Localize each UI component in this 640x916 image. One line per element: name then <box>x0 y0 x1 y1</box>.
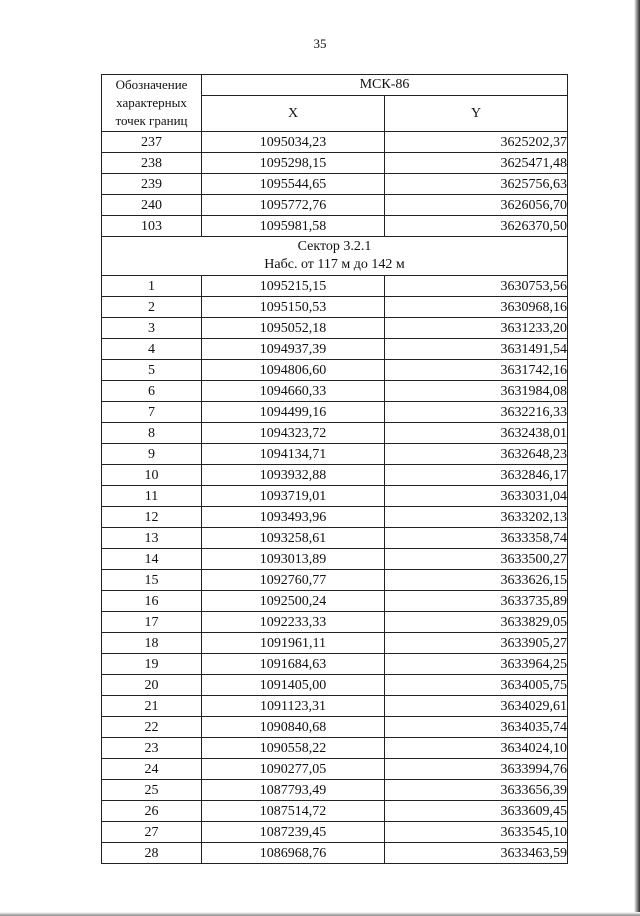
table-row <box>102 444 568 465</box>
y-coordinate-cell: 3633829,05 <box>385 612 568 633</box>
point-number-cell: 17 <box>102 612 202 633</box>
coordinate-system-header: МСК-86 <box>202 75 568 96</box>
point-number-cell: 6 <box>102 381 202 402</box>
x-coordinate-cell: 1093013,89 <box>202 549 385 570</box>
table-row <box>102 717 568 738</box>
point-number-cell: 14 <box>102 549 202 570</box>
x-coordinate-cell: 1092233,33 <box>202 612 385 633</box>
point-designation-header <box>102 75 202 132</box>
point-number-cell: 10 <box>102 465 202 486</box>
x-coordinate-cell: 1095034,23 <box>202 132 385 153</box>
x-coordinate-cell: 1086968,76 <box>202 843 385 864</box>
table-row <box>102 675 568 696</box>
table-row <box>102 216 568 237</box>
x-coordinate-cell: 1095981,58 <box>202 216 385 237</box>
y-coordinate-cell: 3630968,16 <box>385 297 568 318</box>
y-coordinate-cell: 3631742,16 <box>385 360 568 381</box>
x-coordinate-cell: 1094134,71 <box>202 444 385 465</box>
table-row <box>102 570 568 591</box>
y-column-header: Y <box>385 96 568 132</box>
point-number-cell: 7 <box>102 402 202 423</box>
x-coordinate-cell: 1087239,45 <box>202 822 385 843</box>
point-number-cell: 20 <box>102 675 202 696</box>
point-number-cell: 18 <box>102 633 202 654</box>
x-coordinate-cell: 1091684,63 <box>202 654 385 675</box>
table-row <box>102 759 568 780</box>
table-row <box>102 801 568 822</box>
point-number-cell: 16 <box>102 591 202 612</box>
table-row <box>102 654 568 675</box>
table-row <box>102 402 568 423</box>
x-coordinate-cell: 1093493,96 <box>202 507 385 528</box>
y-coordinate-cell: 3634024,10 <box>385 738 568 759</box>
table-row <box>102 486 568 507</box>
header-line: Обозначение <box>115 77 188 92</box>
table-row <box>102 738 568 759</box>
y-coordinate-cell: 3625202,37 <box>385 132 568 153</box>
y-coordinate-cell: 3633656,39 <box>385 780 568 801</box>
x-coordinate-cell: 1095215,15 <box>202 276 385 297</box>
y-coordinate-cell: 3626056,70 <box>385 195 568 216</box>
y-coordinate-cell: 3633031,04 <box>385 486 568 507</box>
point-number-cell: 11 <box>102 486 202 507</box>
x-column-header: X <box>202 96 385 132</box>
y-coordinate-cell: 3633626,15 <box>385 570 568 591</box>
y-coordinate-cell: 3633609,45 <box>385 801 568 822</box>
y-coordinate-cell: 3631984,08 <box>385 381 568 402</box>
y-coordinate-cell: 3626370,50 <box>385 216 568 237</box>
x-coordinate-cell: 1087514,72 <box>202 801 385 822</box>
y-coordinate-cell: 3632216,33 <box>385 402 568 423</box>
y-coordinate-cell: 3634005,75 <box>385 675 568 696</box>
point-number-cell: 9 <box>102 444 202 465</box>
x-coordinate-cell: 1094660,33 <box>202 381 385 402</box>
sector-caption <box>102 237 568 276</box>
table-row <box>102 381 568 402</box>
table-row <box>102 843 568 864</box>
table-row <box>102 360 568 381</box>
point-number-cell: 103 <box>102 216 202 237</box>
table-row <box>102 633 568 654</box>
y-coordinate-cell: 3633905,27 <box>385 633 568 654</box>
x-coordinate-cell: 1094323,72 <box>202 423 385 444</box>
table-row <box>102 339 568 360</box>
point-number-cell: 15 <box>102 570 202 591</box>
table-row <box>102 465 568 486</box>
x-coordinate-cell: 1090840,68 <box>202 717 385 738</box>
page-edge-shadow-bottom <box>0 912 640 916</box>
y-coordinate-cell: 3633545,10 <box>385 822 568 843</box>
table-row <box>102 822 568 843</box>
table-row <box>102 276 568 297</box>
point-number-cell: 1 <box>102 276 202 297</box>
x-coordinate-cell: 1095298,15 <box>202 153 385 174</box>
y-coordinate-cell: 3632648,23 <box>385 444 568 465</box>
table-row <box>102 195 568 216</box>
x-coordinate-cell: 1091961,11 <box>202 633 385 654</box>
y-coordinate-cell: 3631491,54 <box>385 339 568 360</box>
y-coordinate-cell: 3633358,74 <box>385 528 568 549</box>
point-number-cell: 27 <box>102 822 202 843</box>
x-coordinate-cell: 1095150,53 <box>202 297 385 318</box>
y-coordinate-cell: 3634029,61 <box>385 696 568 717</box>
y-coordinate-cell: 3625471,48 <box>385 153 568 174</box>
point-number-cell: 25 <box>102 780 202 801</box>
point-number-cell: 238 <box>102 153 202 174</box>
point-number-cell: 237 <box>102 132 202 153</box>
point-number-cell: 3 <box>102 318 202 339</box>
x-coordinate-cell: 1093719,01 <box>202 486 385 507</box>
point-number-cell: 21 <box>102 696 202 717</box>
table-row <box>102 591 568 612</box>
coordinates-table <box>101 74 568 864</box>
point-number-cell: 8 <box>102 423 202 444</box>
table-row <box>102 318 568 339</box>
table-row <box>102 780 568 801</box>
point-number-cell: 240 <box>102 195 202 216</box>
sector-subtitle: Набс. от 117 м до 142 м <box>264 257 405 272</box>
x-coordinate-cell: 1087793,49 <box>202 780 385 801</box>
x-coordinate-cell: 1095772,76 <box>202 195 385 216</box>
point-number-cell: 13 <box>102 528 202 549</box>
y-coordinate-cell: 3631233,20 <box>385 318 568 339</box>
x-coordinate-cell: 1093258,61 <box>202 528 385 549</box>
rows-sector <box>102 276 568 864</box>
sector-row <box>102 237 568 276</box>
x-coordinate-cell: 1091123,31 <box>202 696 385 717</box>
point-number-cell: 239 <box>102 174 202 195</box>
y-coordinate-cell: 3630753,56 <box>385 276 568 297</box>
table-row <box>102 153 568 174</box>
page-edge-shadow <box>634 0 640 916</box>
table-row <box>102 297 568 318</box>
point-number-cell: 26 <box>102 801 202 822</box>
point-number-cell: 22 <box>102 717 202 738</box>
y-coordinate-cell: 3632438,01 <box>385 423 568 444</box>
page-number: 35 <box>313 36 327 51</box>
point-number-cell: 19 <box>102 654 202 675</box>
table-row <box>102 696 568 717</box>
table-row <box>102 174 568 195</box>
y-coordinate-cell: 3632846,17 <box>385 465 568 486</box>
x-coordinate-cell: 1094806,60 <box>202 360 385 381</box>
point-number-cell: 5 <box>102 360 202 381</box>
sector-title: Сектор 3.2.1 <box>297 239 372 254</box>
x-coordinate-cell: 1090277,05 <box>202 759 385 780</box>
table-row <box>102 132 568 153</box>
table-row <box>102 528 568 549</box>
x-coordinate-cell: 1094499,16 <box>202 402 385 423</box>
x-coordinate-cell: 1092500,24 <box>202 591 385 612</box>
table-row <box>102 507 568 528</box>
x-coordinate-cell: 1092760,77 <box>202 570 385 591</box>
y-coordinate-cell: 3633463,59 <box>385 843 568 864</box>
x-coordinate-cell: 1095052,18 <box>202 318 385 339</box>
table-header <box>102 75 568 132</box>
y-coordinate-cell: 3625756,63 <box>385 174 568 195</box>
y-coordinate-cell: 3634035,74 <box>385 717 568 738</box>
x-coordinate-cell: 1091405,00 <box>202 675 385 696</box>
header-line: характерных <box>116 95 187 110</box>
rows-top <box>102 132 568 237</box>
x-coordinate-cell: 1090558,22 <box>202 738 385 759</box>
x-coordinate-cell: 1094937,39 <box>202 339 385 360</box>
sector-section <box>102 237 568 276</box>
y-coordinate-cell: 3633500,27 <box>385 549 568 570</box>
point-number-cell: 2 <box>102 297 202 318</box>
y-coordinate-cell: 3633202,13 <box>385 507 568 528</box>
table-row <box>102 423 568 444</box>
table-row <box>102 612 568 633</box>
x-coordinate-cell: 1095544,65 <box>202 174 385 195</box>
point-number-cell: 23 <box>102 738 202 759</box>
point-number-cell: 4 <box>102 339 202 360</box>
point-number-cell: 24 <box>102 759 202 780</box>
point-number-cell: 12 <box>102 507 202 528</box>
y-coordinate-cell: 3633994,76 <box>385 759 568 780</box>
table-row <box>102 549 568 570</box>
x-coordinate-cell: 1093932,88 <box>202 465 385 486</box>
y-coordinate-cell: 3633735,89 <box>385 591 568 612</box>
header-line: точек границ <box>115 113 188 128</box>
y-coordinate-cell: 3633964,25 <box>385 654 568 675</box>
point-number-cell: 28 <box>102 843 202 864</box>
